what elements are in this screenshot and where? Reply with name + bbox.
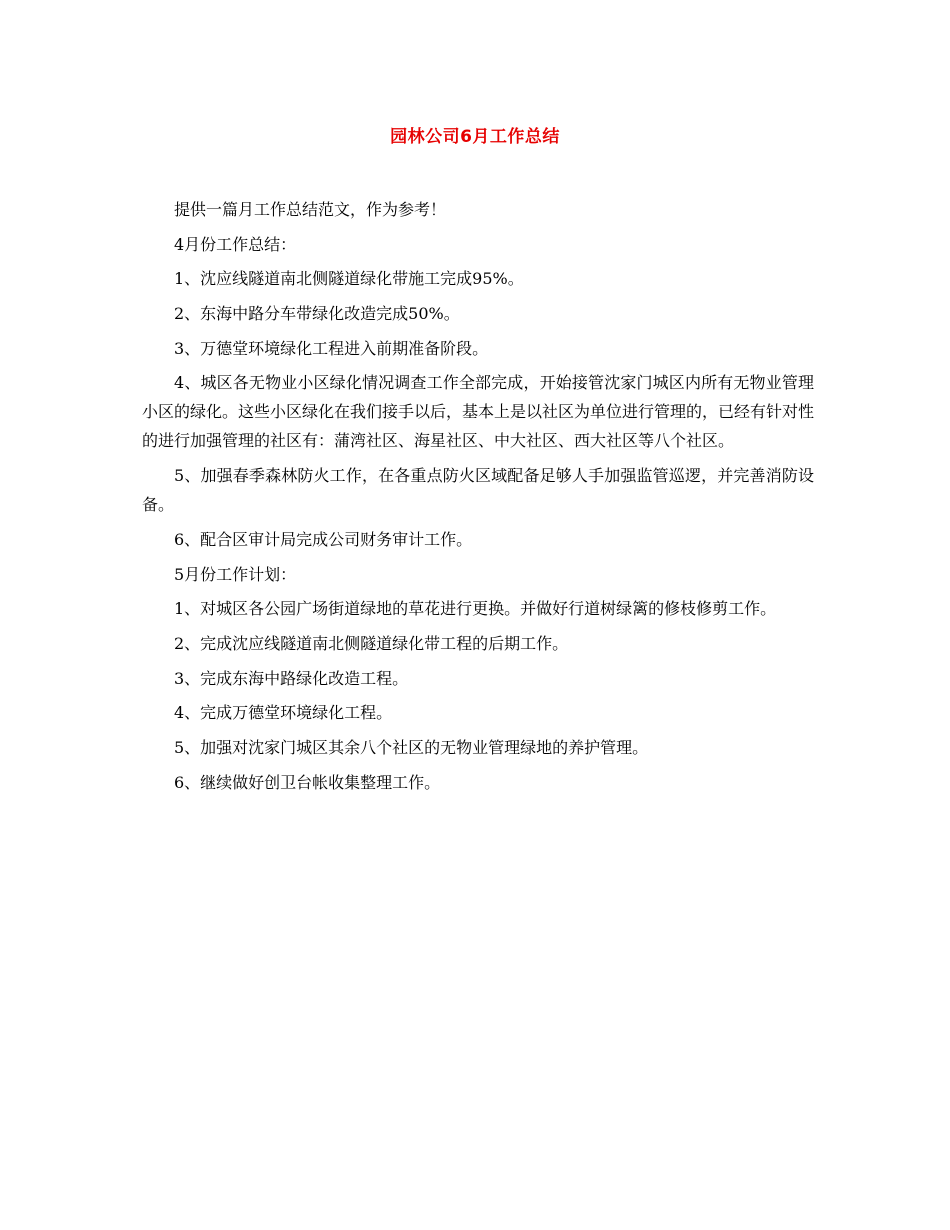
- may-item-6: 6、继续做好创卫台帐收集整理工作。: [174, 772, 441, 792]
- document-title: 园林公司6月工作总结: [390, 127, 560, 147]
- heading-may-plan: 5月份工作计划：: [174, 564, 297, 584]
- may-item-1: 1、对城区各公园广场街道绿地的草花进行更换。并做好行道树绿篱的修枝修剪工作。: [174, 599, 777, 619]
- document-body: [142, 195, 814, 802]
- may-item-3: 3、完成东海中路绿化改造工程。: [174, 668, 409, 688]
- april-item-1: 1、沈应线隧道南北侧隧道绿化带施工完成95%。: [174, 269, 524, 289]
- may-item-5: 5、加强对沈家门城区其余八个社区的无物业管理绿地的养护管理。: [174, 737, 649, 757]
- may-item-2: 2、完成沈应线隧道南北侧隧道绿化带工程的后期工作。: [174, 633, 569, 653]
- april-item-6: 6、配合区审计局完成公司财务审计工作。: [174, 529, 473, 549]
- april-item-2: 2、东海中路分车带绿化改造完成50%。: [174, 304, 460, 324]
- paragraph-intro: 提供一篇月工作总结范文，作为参考！: [174, 200, 447, 219]
- heading-april-summary: 4月份工作总结：: [174, 234, 297, 254]
- april-item-4: 4、城区各无物业小区绿化情况调查工作全部完成，开始接管沈家门城区内所有无物业管理小区的绿化。这些小区绿化在我们接手以后，基本上是以社区为单位进行管理的，已经有针对性的进行加强管理的社区有：蒲湾社区、海星社区、中大社区、西大社区等八个社区。: [142, 373, 815, 451]
- may-item-4: 4、完成万德堂环境绿化工程。: [174, 703, 393, 723]
- april-item-5: 5、加强春季森林防火工作，在各重点防火区域配备足够人手加强监管巡逻，并完善消防设备。: [142, 466, 814, 515]
- april-item-3: 3、万德堂环境绿化工程进入前期准备阶段。: [174, 338, 489, 358]
